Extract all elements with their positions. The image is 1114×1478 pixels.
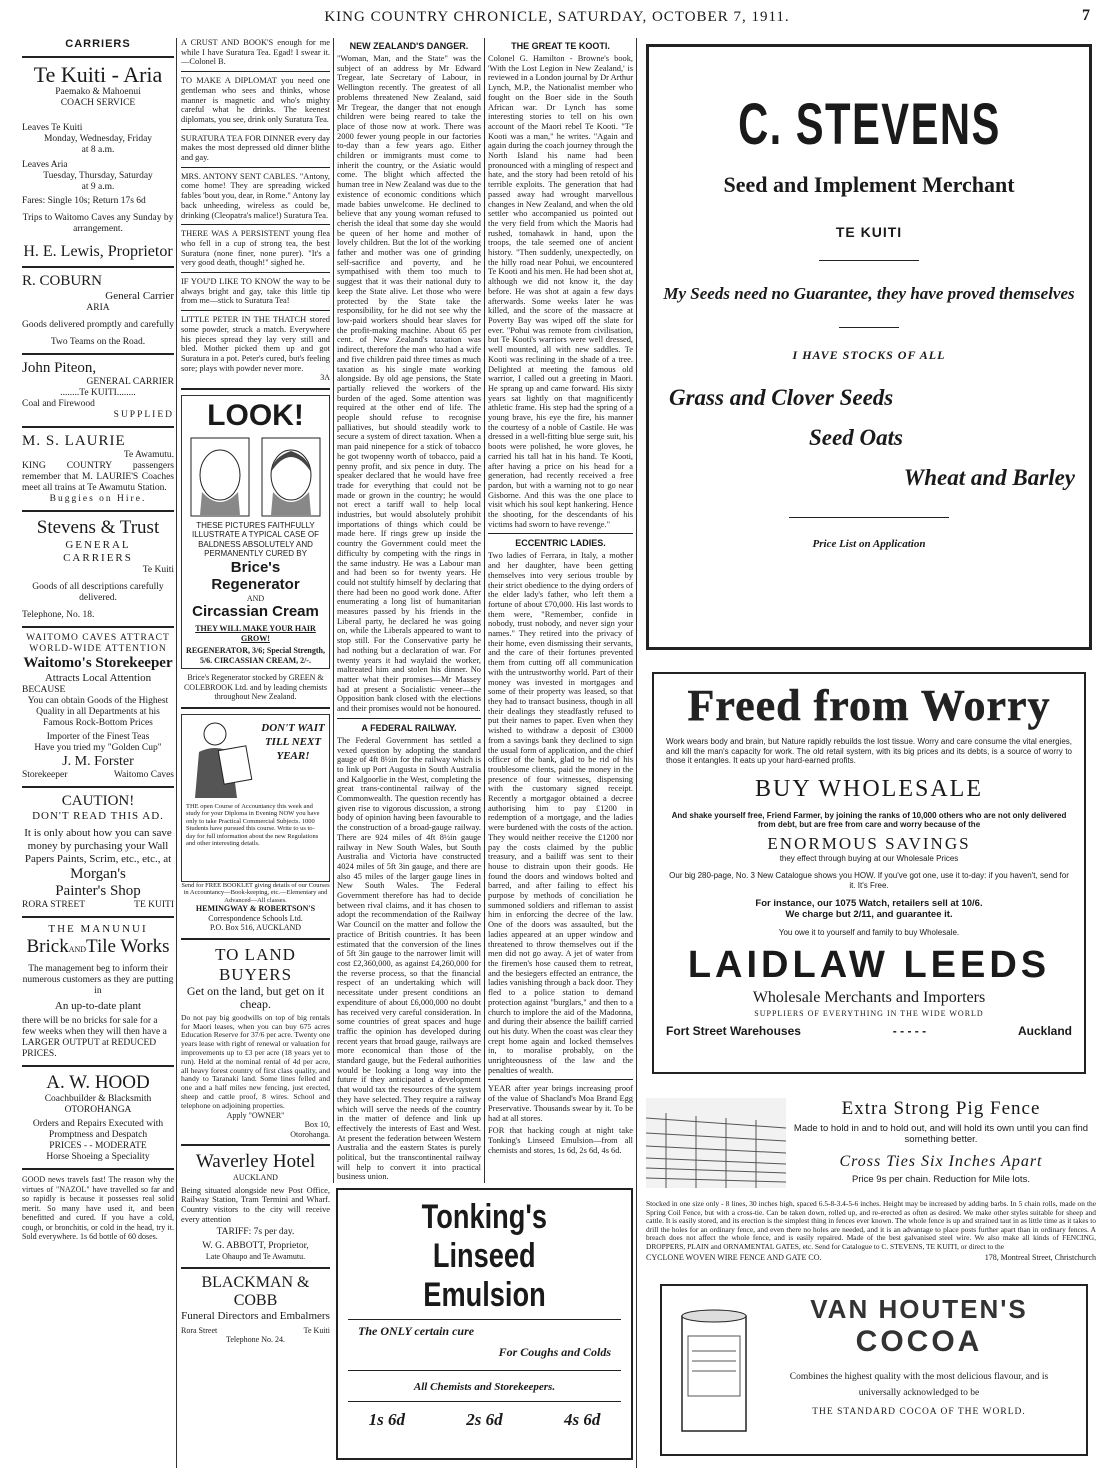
ad-text: Goods delivered promptly and carefully xyxy=(22,320,174,330)
ad-text: All Chemists and Storekeepers. xyxy=(413,1381,556,1393)
ad-text: An up-to-date plant xyxy=(54,1000,142,1012)
product-name: Tonking's xyxy=(421,1198,548,1236)
suratura-ad: THERE WAS A PERSISTENT young flea who fell in a cup of strong tea, the best Suratura (none finer, none purer). "It's a very good death, though!" sighed he. xyxy=(181,229,330,268)
company-name: LAIDLAW LEEDS xyxy=(687,943,1051,986)
ad-text: Wheat and Barley xyxy=(903,465,1075,490)
ad-text: KING COUNTRY passengers remember that M. LAURIE'S Coaches meet all trains at Te Awamutu Station. xyxy=(22,461,174,493)
ad-text: P.O. Box 516, AUCKLAND xyxy=(209,923,302,933)
ad-text: WAITOMO CAVES ATTRACT WORLD-WIDE ATTENTION xyxy=(26,633,170,654)
ad-text: Monday, Wednesday, Friday xyxy=(43,134,153,144)
ad-title: C. STEVENS xyxy=(737,92,1001,157)
ad-title: R. COBURN xyxy=(22,273,103,289)
man-reading-illustration xyxy=(185,718,255,798)
ad-text: HEMINGWAY & ROBERTSON'S xyxy=(195,904,316,914)
ad-title: M. S. LAURIE xyxy=(22,433,126,449)
tonkings-ad xyxy=(336,1188,633,1460)
ad-text: Box 10, xyxy=(304,1120,330,1130)
ad-text: W. G. ABBOTT, Proprietor, xyxy=(202,1241,309,1252)
ad-text: Seed Oats xyxy=(809,425,903,450)
ad-text: Orders and Repairs Executed with Promptness and Despatch xyxy=(32,1119,164,1140)
ad-text: BECAUSE xyxy=(22,685,66,695)
price-label: 2s 6d xyxy=(466,1410,503,1429)
product-name: Circassian Cream xyxy=(192,603,319,621)
ad-text: TE KUITI xyxy=(835,224,903,240)
ad-text: Otorohanga. xyxy=(290,1129,330,1139)
article-heading: NEW ZEALAND'S DANGER. xyxy=(349,41,469,51)
ad-text: My Seeds need no Guarantee, they have proved themselves xyxy=(663,284,1075,303)
ad-text: And shake yourself free, Friend Farmer, by joining the ranks of 10,000 others who are not only delivered from debt, but are free from care and worry because of the xyxy=(671,810,1067,829)
ad-text: at 9 a.m. xyxy=(81,182,115,192)
ad-text: Telephone, No. 18. xyxy=(22,610,95,620)
suratura-ad: MRS. ANTONY SENT CABLES. "Antony, come home! They are spreading wicked fables 'bout you, dear, in Rome." Antony lay back unheeding, wireless as could be, drinking (Cleopatra's malice!) Suratura Tea. xyxy=(181,171,330,220)
pig-fence-ad xyxy=(646,1098,1096,1262)
page-number: 7 xyxy=(1082,7,1090,24)
ad-text: Correspondence Schools Ltd. xyxy=(208,913,303,923)
ad-text: 178, Montreal Street, Christchurch xyxy=(984,1253,1096,1262)
ad-text: You owe it to yourself and family to buy Wholesale. xyxy=(778,928,960,937)
ad-title: BLACKMAN & COBB xyxy=(201,1273,310,1309)
ad-text: Do not pay big goodwills on top of big rentals for Maori leases, when you can buy 675 acres Education Reserve for 37/6 per acre. Twenty one years lease with right of renewal or valuation for improvements up to £3 per acre (18 years yet to run). Held at the nominal rental of 4d per acre, all heavy forest country of first class quality, and handy to Taranaki land. Some lines felled and one and a half miles new fencing, just erected, sheep and cattle proof, 8 wires. School and telephone on adjoining properties. xyxy=(181,1012,330,1110)
ad-text: GENERAL CARRIER xyxy=(86,377,174,387)
ad-text: We charge but 2/11, and guarantee it. xyxy=(785,909,953,920)
column-two xyxy=(181,38,330,1468)
ad-text: AND xyxy=(246,593,265,603)
ad-text: Leaves Te Kuiti xyxy=(22,123,83,133)
suratura-ad: TO MAKE A DIPLOMAT you need one gentleman who sees and thinks, whose manner is magnetic and who's mighty careful what he drinks. The keenest diplomats, you see, drink only Suratura Tea. xyxy=(181,76,330,124)
ad-title: ENORMOUS SAVINGS xyxy=(767,833,971,853)
ad-title: Tile Works xyxy=(86,936,170,957)
ad-title: TO LAND BUYERS xyxy=(215,944,296,984)
article-heading: ECCENTRIC LADIES. xyxy=(515,538,606,549)
column-rule xyxy=(333,38,334,1183)
column-rule xyxy=(484,38,485,1183)
article-body: The Federal Government has settled a vexed question by adopting the standard gauge of 4ft 8½in for the railway which is to link up Port Augusta in South Australia and Kalgoorlie in the West, completing the great trans-continental railway of the Commonwealth. The question recently has given rise to vigorous discussion, a strong body of opinion having been favourable to the construction of a broad-gauge railway. There are 924 miles of 4ft 8½in gauge railway in New South Wales, but South Australia and Victoria have constructed 4024 miles of 5ft 3in gauge, and there are also 45 miles of the larger gauge lines in New South Wales. The Federal Government therefore has had to decide between rival claims, and it has chosen to adopt the recommendation of the Railway War Council on the matter and follow the practice of British countries. It has been estimated that the conversion of the lines of 5ft 3in gauge to the narrower limit will cost £2,360,000, as against £4,260,000 for the reverse process, so that the financial respect of an undertaking which will necessitate under present conditions an expenditure of about £6,000,000 no doubt has received very careful consideration. In some countries of great spaces and huge traffic the opinion has developed during recent years that broad gauge, railways are more economical than those of the standard gauge, but the Federal authorities would be looking a long way into the future if they anticipated a development that would tax the resources of the system they have selected. They require a railway which will serve the needs of the country in the matter of defence and link up effectively the interests of East and West. At present the federation between Western Australia and the eastern States is purely political, but the transcontinental railway will help to convert it into practical business union. xyxy=(337,735,481,1182)
article-body: Two ladies of Ferrara, in Italy, a mother and her daughter, have been getting themselves into very serious trouble by their strict obedience to the dying orders of the elder lady's father, who left them a fortune of about £70,000. His last words to them were, "Remember, confide in nobody, trust nobody, and never sign your names." They retired into the privacy of their home, even dismissing their servants, and the care of their fortunes prevented them from cutting off all communication with the untrustworthy world. Part of their money was invested in mortgages and some of their property was leased, so that they had to transact business, though in all their dealings they steadfastly refused to put their names to paper. Even when they wished to withdraw a deposit of £3000 from a savings bank they declined to sign the usual form of application, and the chief officer of the bank, glad to be rid of his troublesome clients, paid the money in the presence of four witnesses, dispensing with the customary signed receipt. Recently a mortgagor obtained a decree authorising him to pay £1200 in redemption of a mortgage, and the ladies were burdened with the costs of the action. They would neither receive the £1200 nor pay the costs claimed by the public treasury, and a bailiff was sent to their house to distrain upon their goods. He found the doors and windows bolted and barred, and after failing to effect his purpose by methods of conciliation he summoned soldiers and rifleman to assist him in enforcing the decree of the law. One of the doors was assaulted, but the ladies appeared at an upper window and threatened to throw themselves out if the men did not go away. A jet of water from the firemen's hose caused them to retreat, and the besiegers effected an entrance, the ladies vanishing through a back door. They fled to a police station to demand protection against "burglars," and then to a church to implore the aid of the Madonna, and during their absence the bailiff carried out his duty. When the coast was clear they crept home again and locked themselves in, to moralise probably, on the unrighteousness of the law and the penalties of wealth. xyxy=(488,551,633,1075)
ad-text: CYCLONE WOVEN WIRE FENCE AND GATE CO. xyxy=(646,1253,822,1262)
ad-text: Auckland xyxy=(1017,1024,1072,1038)
c-stevens-ad xyxy=(646,44,1092,650)
ad-text: I HAVE STOCKS OF ALL xyxy=(792,348,946,362)
look-ad xyxy=(181,395,330,670)
laidlaw-leeds-ad xyxy=(652,672,1086,1074)
ad-text: Work wears body and brain, but Nature rapidly rebuilds the lost tissue. Worry and care consume the vital energies, and kill the man's capacity for work. The old retail system, with its big prices and its debts, is a source of worry to those it entangles. It eats up your hard-earned profits. xyxy=(666,737,1072,765)
ad-text: ........Te KUITI........ xyxy=(60,388,136,398)
ad-title: DON'T WAIT TILL NEXT YEAR! xyxy=(261,721,325,762)
ad-text: Send for FREE BOOKLET giving details of our Courses in Accountancy—Book-keeping, etc.—Elementary and Advanced—All classes. xyxy=(181,881,330,904)
ad-text: Fares: Single 10s; Return 17s 6d xyxy=(22,196,146,206)
ad-text: they effect through buying at our Wholesale Prices xyxy=(779,853,959,863)
ad-text: Telephone No. 24. xyxy=(226,1335,285,1345)
ad-text: Waitomo Caves xyxy=(113,770,174,780)
ad-text: AND xyxy=(68,945,87,954)
ad-text: General Carrier xyxy=(105,290,174,302)
ad-text: CARRIERS xyxy=(63,552,133,564)
ad-text: SUPPLIED xyxy=(113,410,174,420)
ad-text: YEAR after year brings increasing proof of the value of Shacland's Moa Brand Egg Preservative. Thousands swear by it. To be had at all stores. xyxy=(488,1084,633,1123)
ad-text: THE STANDARD COCOA OF THE WORLD. xyxy=(812,1407,1026,1417)
ad-text: Apply "OWNER" xyxy=(226,1110,285,1120)
ad-text: Te Awamutu. xyxy=(123,450,174,460)
ad-text: THEY WILL MAKE YOUR HAIR GROW! xyxy=(195,624,316,643)
ad-text: Price 9s per chain. Reduction for Mile lots. xyxy=(852,1174,1030,1185)
article-body: "Woman, Man, and the State" was the subject of an address by Mr Edward Tregear, late Secretary of Labour, in Wellington recently. The greatest of all problems threatened New Zealand, said Mr Tregear, the danger that not enough children were being reared to take the place of those now at work. There was 2000 fewer young people in our factories to-day than a few years ago. Either children or immigrants must come to inherit the country, or the Asiatic would come. The blight which affected the human tree in New Zealand was due to the existence of economic conditions which made babies unwelcome. He declined to believe that any young woman refused to cherish the ideal that some day she would be queen of her home and mother of lovely children. But the lot of the working father and mother was one of grinding self-sacrifice and poverty, and he sympathised with them too much to suggest that it was their national duty to keep the State alive. Let those who were protected by the State take the responsibility, for he did not see why the low-paid workers should bear slaves for the profit-making machine. About 65 per cent. of New Zealand's taxation was indirect, therefore the man who had a wife and five children paid three times as much taxation as his single mate working alongside. By old age pensions, the State partially relieved the workers of the burden of the aged. Some attention was required at the other end of life. The people should refuse to recognise palliatives, but should steadily work to secure a system of direct taxation. When a man paid ninepence for a stick of tobacco he got twopenny worth of tobacco, paid a penny profit, and six pence in duty. The speaker declared that he would have free trade for everything that could not be made or grown in the country; he would not erect a tariff wall to help local industries, but would absolutely prohibit importations of things which could be made here. If rings grew up inside the country the Government could meet the difficulty by competing with the rings in the same industry. He was a Labour man and had been so for twenty years. He could not stultify himself by declaring that there had been no good work done. After enumerating a long list of humanitarian measures passed by his friends in the Liberal party, he declared he was going on, while the Liberals appeared to want to stop still. For the Conservative party he had nothing but a declaration of war. For twenty years it had waylaid the worker, maltreated him and stolen his dinner. No matter what their promises—Mr Massey had at present a Socialistic veneer—the Opposition bank closed with the elections and their promises would not be honoured. xyxy=(337,54,481,714)
price-label: 1s 6d xyxy=(368,1410,406,1429)
ad-text: Buggies on Hire. xyxy=(49,494,147,504)
ad-text: REGENERATOR, 3/6; Special Strength, 5/6. CIRCASSIAN CREAM, 2/-. xyxy=(186,646,325,665)
ad-title: Extra Strong Pig Fence xyxy=(841,1098,1041,1119)
ad-text: Made to hold in and to hold out, and will hold its own until you can find something better. xyxy=(793,1123,1089,1145)
suratura-ad: IF YOU'D LIKE TO KNOW the way to be always bright and gay, take this little tip from me—stick to Suratura Tea! xyxy=(181,277,330,306)
brand-name: VAN HOUTEN'S xyxy=(810,1294,1028,1324)
ad-text: DON'T READ THIS AD. xyxy=(32,810,164,822)
ad-text: Price List on Application xyxy=(812,538,926,550)
ad-text: OTOROHANGA xyxy=(64,1105,132,1115)
ad-title: Brick xyxy=(26,936,69,957)
ad-text: Te Kuiti xyxy=(142,565,174,575)
column-rule xyxy=(636,38,637,1468)
ad-text: Coal and Firewood xyxy=(22,399,95,409)
ad-title: LOOK! xyxy=(207,398,304,432)
ad-code: 3A xyxy=(320,373,330,383)
column-rule xyxy=(176,38,177,1468)
ad-text: For instance, our 1075 Watch, retailers sell at 10/6. xyxy=(755,898,983,909)
ad-text: Te Kuiti xyxy=(303,1325,330,1335)
ad-text: Trips to Waitomo Caves any Sunday by arrangement. xyxy=(22,213,174,234)
price-label: 4s 6d xyxy=(563,1410,601,1429)
ad-title: Waverley Hotel xyxy=(195,1151,316,1173)
hemingway-ad xyxy=(181,714,330,882)
ad-text: RORA STREET xyxy=(22,900,86,910)
ad-text: Fort Street Warehouses xyxy=(666,1024,801,1038)
ad-text: Importer of the Finest Teas xyxy=(46,732,150,742)
ad-title: Painter's Shop xyxy=(55,883,141,899)
ad-text: Horse Shoeing a Speciality xyxy=(46,1152,150,1162)
ad-text: - - - - - xyxy=(892,1024,927,1038)
ad-text: THE MANUNUI xyxy=(48,923,148,935)
suratura-ad: SURATURA TEA FOR DINNER every day makes the most depressed old dinner blithe and gay. xyxy=(181,133,330,163)
article-heading: A FEDERAL RAILWAY. xyxy=(361,722,457,733)
ad-text: Stocked in one size only - 8 lines, 30 inches high, spaced 6.5-8-3.4-5-6 inches. Height may be increased by adding barbs. In 5 chain rolls, made on the Spring Coil Fence, but with a cross-tie. Can be taken down, rolled up, and re-erected as often as desired. We make other styles suitable for sheep and cattle. It is easily stored, and its erection is the simplest thing in fences ever known. The whole fence is up and strained taut in as little time as it takes to drill the holes for an ordinary fence, and even there no holes are needed, and it is an advantage to place posts further apart than in ordinary fences. A breach does not affect the whole fence, and is easily repaired. Made of the best galvanised steel wire. We also make all kinds of FENCING, DROPPERS, PLAIN and ORNAMENTAL GATES, etc. Send for Catalogue to C. STEVENS, TE KUITI, or direct to the xyxy=(646,1199,1096,1251)
ad-title: A. W. HOOD xyxy=(46,1072,150,1093)
masthead xyxy=(0,0,1114,30)
ad-text: at 8 a.m. xyxy=(81,145,115,155)
ad-text: For Coughs and Colds xyxy=(498,1345,611,1359)
ad-title: Freed from Worry xyxy=(687,681,1051,730)
product-name: Linseed xyxy=(433,1237,536,1275)
product-name: COCOA xyxy=(855,1325,983,1358)
ad-text: Late Ohaupo and Te Awamutu. xyxy=(205,1252,306,1262)
ad-text: Storekeeper xyxy=(22,770,68,780)
page-header-title: KING COUNTRY CHRONICLE, SATURDAY, OCTOBER 7, 1911. xyxy=(324,9,790,25)
ad-text: Rora Street xyxy=(181,1325,218,1335)
ad-text: Goods of all descriptions carefully delivered. xyxy=(32,582,164,603)
ad-text: THE open Course of Accountancy this week and study for your Diploma in Evening NOW you have only to take Practical Commercial Subjects. 1000 Students have pursued this course. Write to us to-day for full information about the new Regulations and other interesting details. xyxy=(186,802,320,848)
article-heading: THE GREAT TE KOOTI. xyxy=(511,41,610,51)
ad-title: John Piteon, xyxy=(22,360,97,376)
ad-text: Seed and Implement Merchant xyxy=(723,172,1015,197)
column-carriers xyxy=(22,38,174,1468)
ad-text: Wholesale Merchants and Importers xyxy=(752,988,986,1006)
ad-text: Coachbuilder & Blacksmith xyxy=(44,1094,152,1104)
ad-title: Waitomo's Storekeeper xyxy=(23,655,173,671)
ad-text: It is only about how you can save money by purchasing your Wall Papers Paints, Scrim, etc., etc., at xyxy=(24,827,172,865)
ad-text: Brice's Regenerator stocked by GREEN & COLEBROOK Ltd. and by leading chemists throughout New Zealand. xyxy=(183,673,328,702)
column-four xyxy=(488,38,633,1183)
column-three xyxy=(337,38,481,1183)
ad-text: Attracts Local Attention xyxy=(44,672,152,684)
van-houtens-ad xyxy=(660,1284,1088,1456)
ad-text: Two Teams on the Road. xyxy=(50,337,146,347)
ad-text: Have you tried my "Golden Cup" xyxy=(34,743,162,753)
ad-title: Te Kuiti - Aria xyxy=(33,62,163,87)
ad-title: Stevens & Trust xyxy=(36,517,160,538)
ad-text: Cross Ties Six Inches Apart xyxy=(839,1153,1043,1170)
cocoa-tin-illustration xyxy=(674,1306,754,1436)
ad-title: J. M. Forster xyxy=(62,754,134,769)
ad-text: The ONLY certain cure xyxy=(358,1324,475,1338)
suratura-ad: A CRUST AND BOOK'S enough for me while I have Suratura Tea. Egad! I swear it.—Colonel B. xyxy=(181,38,330,67)
ad-title: CAUTION! xyxy=(61,793,135,809)
ad-text: TARIFF: 7s per day. xyxy=(216,1227,295,1238)
ad-text: SUPPLIERS OF EVERYTHING IN THE WIDE WORLD xyxy=(754,1008,984,1018)
ad-text: ARIA xyxy=(86,303,110,313)
ad-text: PRICES - - MODERATE xyxy=(49,1141,147,1151)
product-name: Brice's Regenerator xyxy=(211,558,300,593)
suratura-ad: LITTLE PETER IN THE THATCH stored some powder, struck a match. Everywhere his pieces spread they lay very still and bled. Mother picked them up and got Suratura in a pot. Peter's cured, but's feeling sore; plays with powder never more. xyxy=(181,315,330,373)
ad-text: The management beg to inform their numerous customers as they are putting in xyxy=(22,964,174,996)
ad-text: Grass and Clover Seeds xyxy=(669,385,894,410)
ad-text: H. E. Lewis, Proprietor xyxy=(23,243,173,260)
hair-head-illustration xyxy=(261,437,321,517)
ad-text: Our big 280-page, No. 3 New Catalogue shows you HOW. If you've got one, use it to-day: if you haven't, send for it. It's Free. xyxy=(669,871,1069,890)
section-heading: CARRIERS xyxy=(65,38,131,50)
ad-text: Leaves Aria xyxy=(22,160,68,170)
ad-text: Funeral Directors and Embalmers xyxy=(181,1309,330,1322)
product-name: Emulsion xyxy=(423,1276,546,1314)
ad-title: BUY WHOLESALE xyxy=(755,775,983,802)
ad-text: there will be no bricks for sale for a few weeks when they will then have a LARGER OUTPUT at REDUCED PRICES. xyxy=(22,1016,167,1059)
ad-text: Get on the land, but get on it cheap. xyxy=(186,983,325,1011)
ad-text: AUCKLAND xyxy=(233,1173,278,1183)
ad-text: Being situated alongside new Post Office, Railway Station, Tram Termini and Wharf. Country visitors to the city will receive every attention xyxy=(181,1185,330,1224)
ad-text: FOR that hacking cough at night take Tonking's Linseed Emulsion—from all chemists and stores, 1s 6d, 2s 6d, 4s 6d. xyxy=(488,1126,633,1155)
ad-text: THESE PICTURES FAITHFULLY ILLUSTRATE A TYPICAL CASE OF BALDNESS ABSOLUTELY AND PERMANENTLY CURED BY xyxy=(191,520,319,559)
fence-illustration xyxy=(646,1098,786,1188)
ad-text: TE KUITI xyxy=(134,900,174,910)
ad-text: GENERAL xyxy=(65,539,131,551)
ad-text: Combines the highest quality with the most delicious flavour, and is universally acknowledged to be xyxy=(789,1372,1049,1398)
ad-text: Paemako & Mahoenui xyxy=(55,87,141,97)
bald-head-illustration xyxy=(190,437,250,517)
ad-text: You can obtain Goods of the Highest Quality in all Departments at his Famous Rock-Bottom Prices xyxy=(27,696,169,728)
ad-text: Tuesday, Thursday, Saturday xyxy=(43,171,153,181)
ad-text: COACH SERVICE xyxy=(60,98,136,108)
ad-title: Morgan's xyxy=(70,866,126,882)
ad-text: GOOD news travels fast! The reason why the virtues of "NAZOL" have travelled so far and so rapidly is because it possesses real solid merit. So many have used it, and been benefitted and cured. If you have a cold, cough, or bronchitis, or cold in the head, try it. Sold everywhere. 1s 6d bottle of 60 doses. xyxy=(22,1175,174,1241)
article-body: Colonel G. Hamilton - Browne's book, 'With the Lost Legion in New Zealand,' is reviewed in a London journal by Dr Arthur Lynch, M.P., the Nationalist member who fought on the Boer side in the South African war. Dr Lynch has some interesting stories to tell on his own account of the Maori rebel Te Kooti. "Te Kooti was a man," he writes. "Again and again during the coach journey through the North Island his name had been pronounced with a mingling of respect and hate, and the story had been retold of his terrible exploits. The generation that had passed away had wrought marvellous changes in New Zealand, and when the old settler who accompanied us pointed out the very field from which the Maoris had rushed, tomahawk in hand, upon the troops, the tale seemed one of ancient history. "Then suddenly, unexpectedly, on the hilly road near Pohui, we encountered Te Kooti and his men. He had been shot at, although we did not know it, the day before. He was shot at again a few days afterwards. Some weeks later he was killed, and the score of the massacre at Poverty Bay was wiped off the slate for ever. "Pohui was remote from civilisation, but Te Kooti's warriors were well dressed, well mounted, all with new saddles. Te Kooti was reclining in the shade of a tree. Delighted at meeting the famous old warrior, I called out a greeting in Maori. He sprang up and came forward. His sixty years sat lightly on that magnificently athletic frame. His step had the spring of a young brave, his eye the fire, his manner the courtesy of a noble of Castile. He was dressed in a well-fitting blue serge suit, his boots were polished, he wore gloves, he carried his tall hat in his hand. Te Kooti, after having a price on his head for a generation, had recently received a free pardon, but with a warning not to go near Gisborne. And this was the one place to visit which his soul kept hankering. Hence the shooting, for the descendants of his victims had sworn to have revenge." xyxy=(488,54,633,529)
